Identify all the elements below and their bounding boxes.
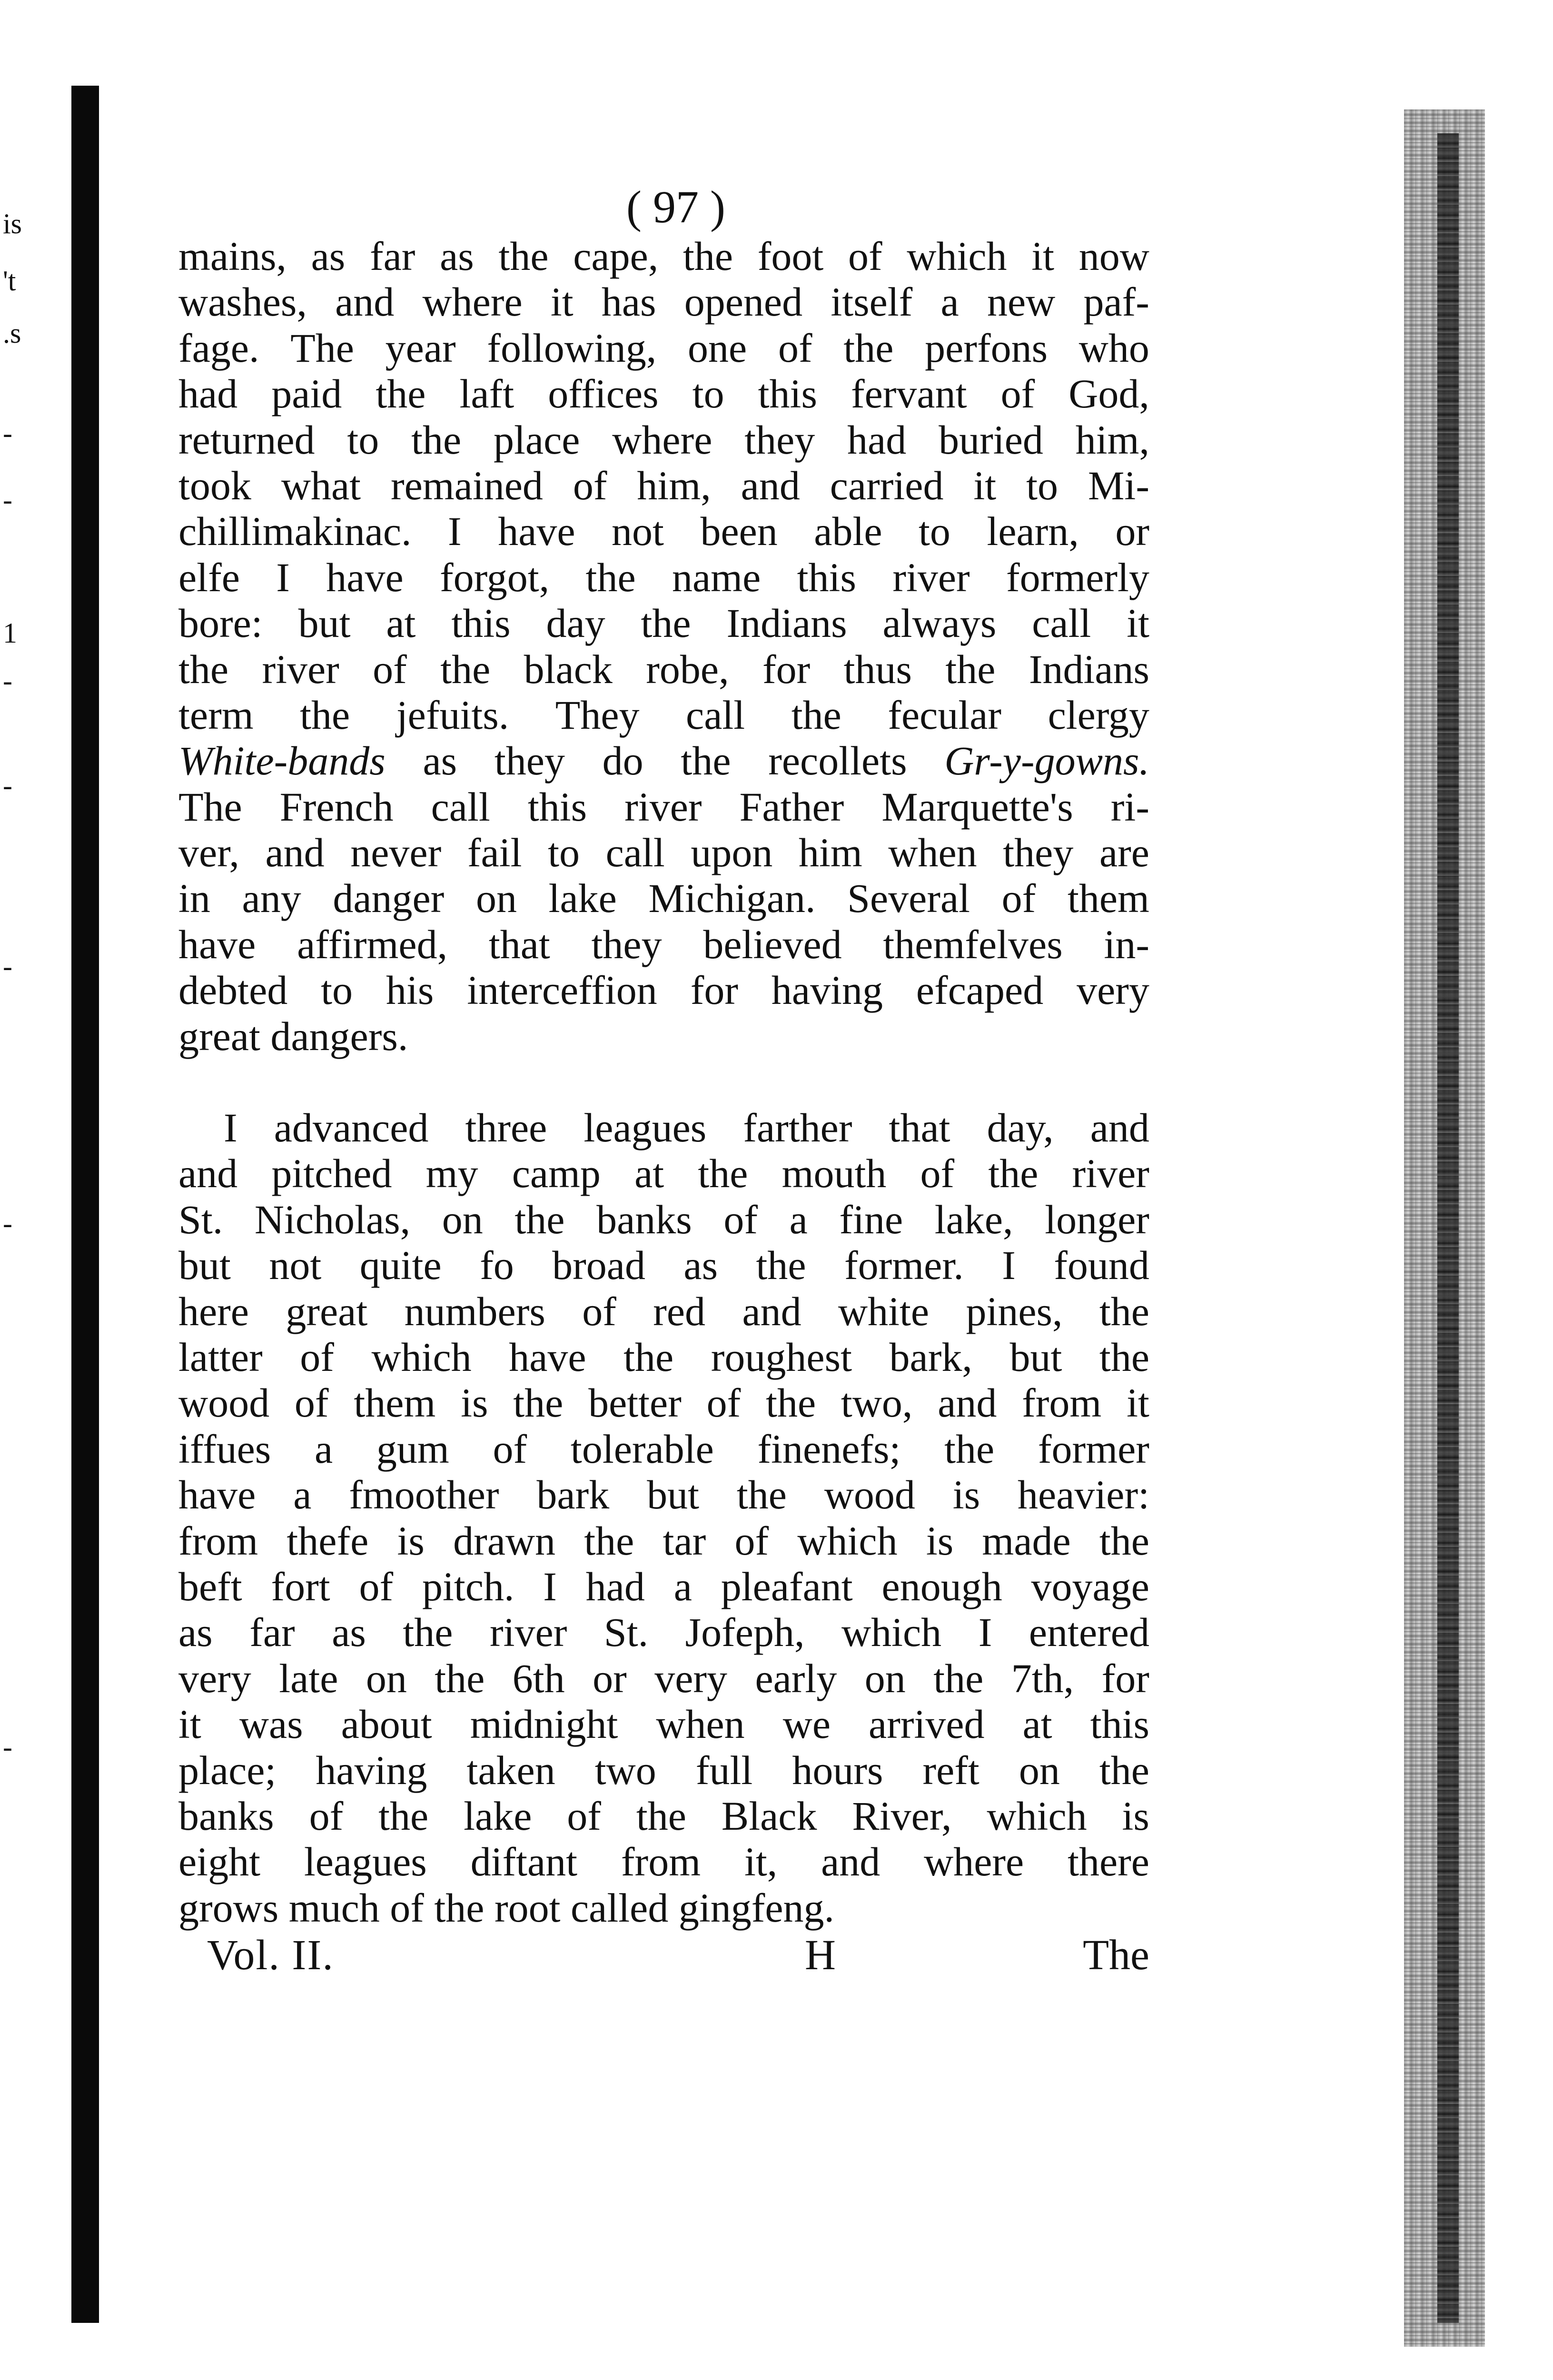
page-footer [178,1932,1149,1979]
text-line: as far as the river St. Jofeph, which I entered [178,1609,1149,1656]
margin-fragment: - [3,665,12,696]
text-line: iffues a gum of tolerable finenefs; the former [178,1426,1149,1472]
paragraph [178,1105,1149,1931]
margin-fragment: is [3,208,22,239]
text-line: mains, as far as the cape, the foot of which it now [178,233,1149,279]
body-text [178,233,1149,1931]
text-line: and pitched my camp at the mouth of the river [178,1150,1149,1197]
catchword: The [1083,1932,1149,1979]
text-line: latter of which have the roughest bark, but the [178,1334,1149,1380]
margin-fragment: - [3,417,12,449]
text-line: have affirmed, that they believed themfelves in- [178,921,1149,967]
text-line: here great numbers of red and white pines, the [178,1288,1149,1334]
margin-fragment: 1 [3,617,17,649]
text-line: beft fort of pitch. I had a pleafant enough voyage [178,1563,1149,1609]
margin-fragment: - [3,1208,12,1239]
text-line: it was about midnight when we arrived at this [178,1701,1149,1747]
margin-fragment: 't [3,265,16,297]
text-line: debted to his interceffion for having efcaped very [178,967,1149,1013]
text-line: bore: but at this day the Indians always call it [178,600,1149,646]
text-line: from thefe is drawn the tar of which is made the [178,1517,1149,1564]
binding-gutter [71,86,99,2323]
text-line: the river of the black robe, for thus the Indians [178,646,1149,692]
text-line: grows much of the root called gingfeng. [178,1884,835,1931]
signature-mark: H [804,1932,836,1979]
text-line: had paid the laft offices to this fervant of God, [178,371,1149,417]
text-line: elfe I have forgot, the name this river formerly [178,554,1149,600]
text-line: I advanced three leagues farther that day, and [224,1105,1149,1151]
text-line: wood of them is the better of the two, and from it [178,1380,1149,1426]
margin-fragment: - [3,484,12,516]
text-line: ver, and never fail to call upon him when they are [178,830,1149,876]
paragraph [178,233,1149,1059]
text-line: chillimakinac. I have not been able to learn, or [178,508,1149,555]
text-line: The French call this river Father Marquette's ri- [178,783,1149,830]
margin-fragment: - [3,1731,12,1763]
text-block [178,181,1149,1979]
text-line: washes, and where it has opened itself a new paf- [178,279,1149,325]
margin-fragment: .s [3,317,21,349]
text-line: place; having taken two full hours reft on the [178,1747,1149,1793]
margin-fragment: - [3,770,12,801]
text-line: White-bands as they do the recollets Gr-y-gowns. [178,738,1149,784]
text-line: returned to the place where they had buried him, [178,416,1149,463]
text-line: banks of the lake of the Black River, which is [178,1793,1149,1839]
text-line: took what remained of him, and carried it to Mi- [178,462,1149,508]
text-line: eight leagues diftant from it, and where there [178,1839,1149,1885]
text-line: St. Nicholas, on the banks of a fine lake, longer [178,1196,1149,1242]
text-line: term the jefuits. They call the fecular clergy [178,692,1149,738]
text-line: but not quite fo broad as the former. I found [178,1242,1149,1289]
text-line: in any danger on lake Michigan. Several of them [178,875,1149,922]
text-line: very late on the 6th or very early on the 7th, for [178,1655,1149,1701]
volume-label: Vol. II. [207,1932,334,1979]
page-number: ( 97 ) [626,181,725,232]
page-edge-shadow [1437,133,1459,2323]
margin-fragment: - [3,951,12,982]
text-line: great dangers. [178,1013,408,1059]
paragraph-gap [178,1059,1149,1105]
text-line: have a fmoother bark but the wood is heavier: [178,1472,1149,1518]
text-line: fage. The year following, one of the perfons who [178,325,1149,371]
